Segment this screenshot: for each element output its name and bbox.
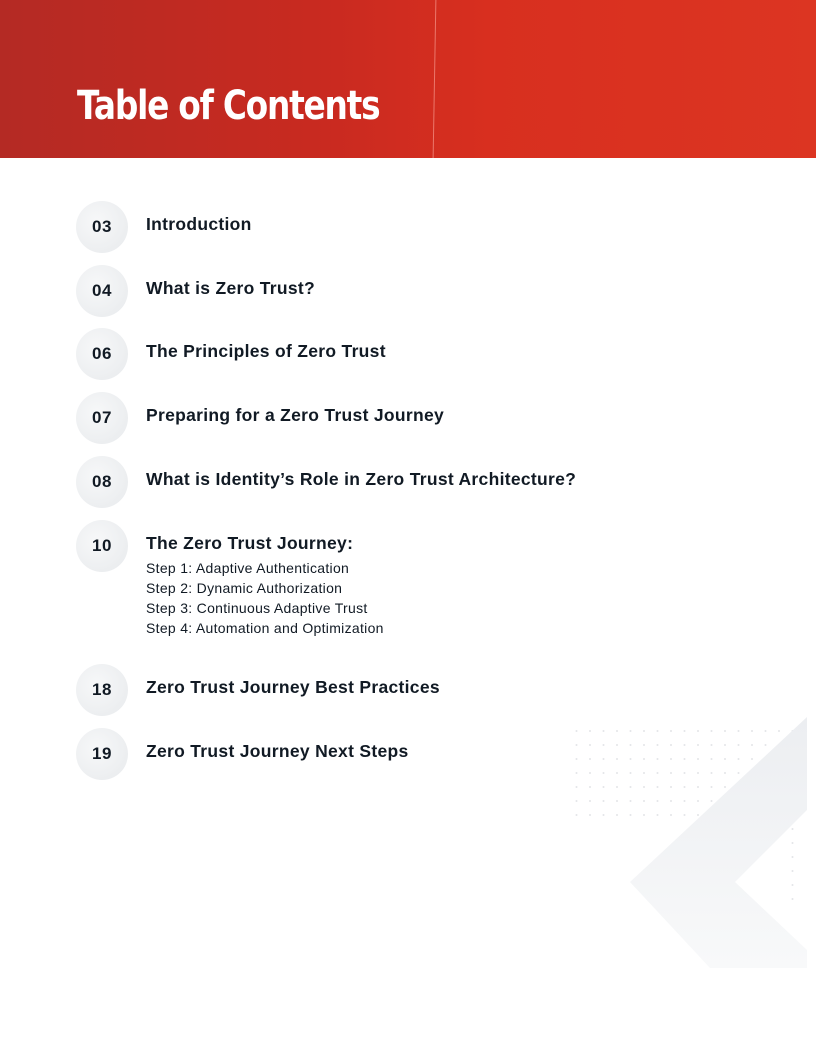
entry-title[interactable]: What is Zero Trust? <box>146 278 316 298</box>
substep-item[interactable]: Step 2: Dynamic Authorization <box>146 580 343 596</box>
page-number: 18 <box>92 680 112 699</box>
page-title: Table of Contents <box>77 83 380 129</box>
page-number-badge <box>76 328 128 380</box>
banner-seam <box>433 0 437 158</box>
page-number: 06 <box>92 344 112 363</box>
page-number: 07 <box>92 408 112 427</box>
entry-title[interactable]: Preparing for a Zero Trust Journey <box>146 405 445 425</box>
entry-title[interactable]: The Principles of Zero Trust <box>146 341 386 361</box>
substep-item[interactable]: Step 3: Continuous Adaptive Trust <box>146 600 368 616</box>
entry-title[interactable]: What is Identity’s Role in Zero Trust Architecture? <box>146 469 577 489</box>
entry-title[interactable]: Introduction <box>146 214 252 234</box>
page-number: 04 <box>92 281 112 300</box>
entry-title[interactable]: The Zero Trust Journey: <box>146 533 354 553</box>
page-number: 03 <box>92 217 112 236</box>
entry-title[interactable]: Zero Trust Journey Next Steps <box>146 741 409 761</box>
page-number-badge <box>76 520 128 572</box>
page-number-badge <box>76 456 128 508</box>
page-number-badge <box>76 728 128 780</box>
page-number-badge <box>76 201 128 253</box>
substep-list <box>146 558 384 638</box>
page-number: 19 <box>92 744 112 763</box>
decorative-chevron-graphic <box>560 700 816 1000</box>
page-number-badge <box>76 392 128 444</box>
page-number: 08 <box>92 472 112 491</box>
page-number: 10 <box>92 536 112 555</box>
substep-item[interactable]: Step 4: Automation and Optimization <box>146 620 384 636</box>
entry-title[interactable]: Zero Trust Journey Best Practices <box>146 677 440 697</box>
page-number-badge <box>76 265 128 317</box>
header-banner <box>0 0 816 158</box>
substep-item[interactable]: Step 1: Adaptive Authentication <box>146 560 350 576</box>
page-number-badge <box>76 664 128 716</box>
